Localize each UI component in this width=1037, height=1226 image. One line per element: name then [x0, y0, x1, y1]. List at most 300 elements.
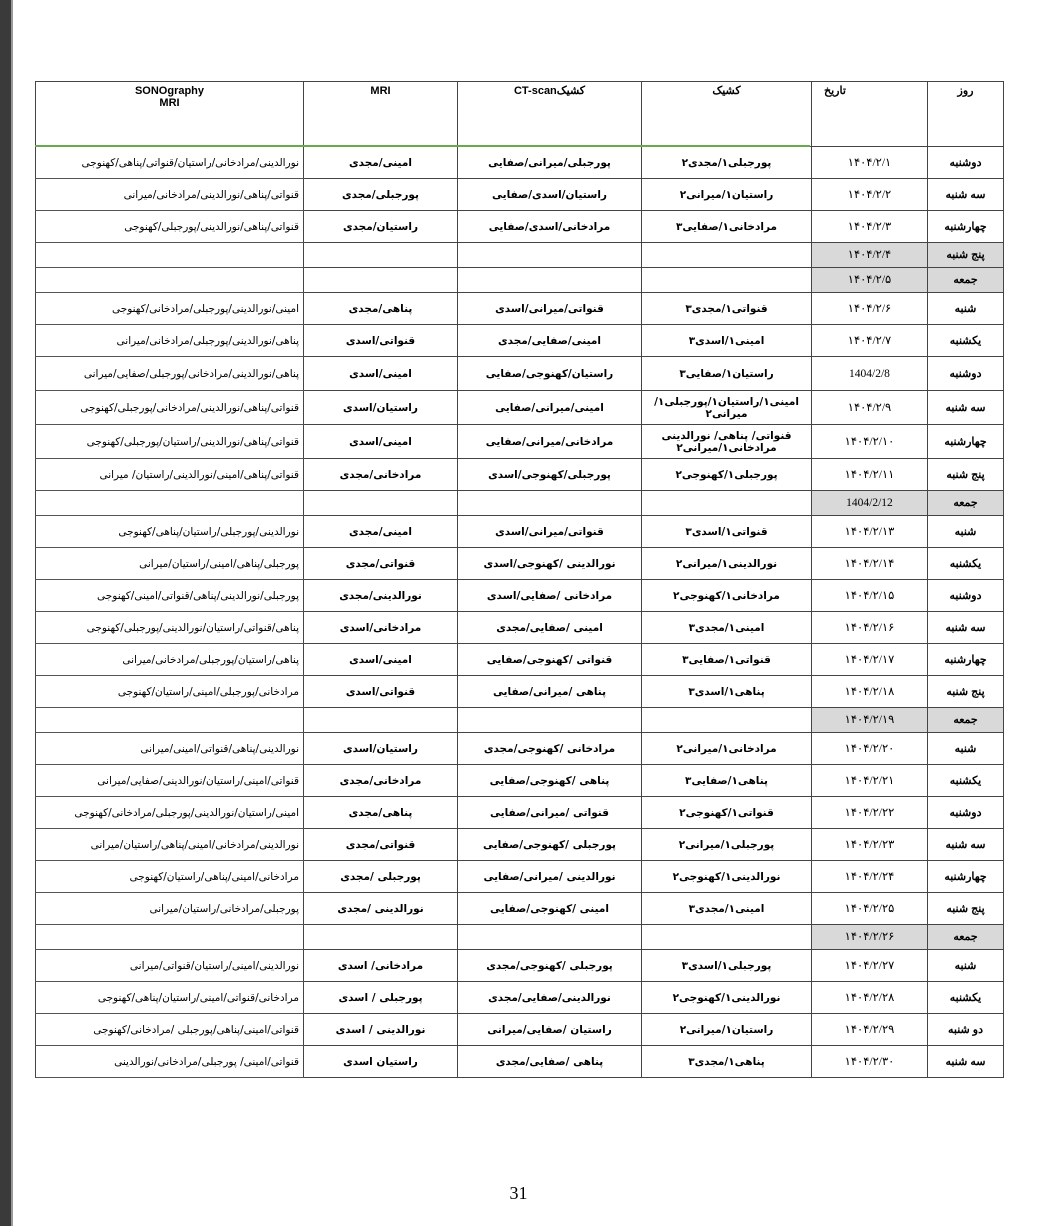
mri-cell	[304, 982, 458, 1014]
day-cell	[928, 325, 1004, 357]
left-edge-bar	[0, 0, 11, 1226]
ct-cell	[458, 950, 642, 982]
sono-cell	[36, 1014, 304, 1046]
ct-cell	[458, 733, 642, 765]
sono-cell-text: قنواتی/پناهی/نورالدینی/مرادخانی/پورجبلی/کهنوجی	[80, 401, 299, 414]
sono-cell	[36, 268, 304, 293]
ct-cell	[458, 829, 642, 861]
date-cell	[812, 676, 928, 708]
date-cell-text: ۱۴۰۴/۲/۲۵	[844, 902, 895, 915]
day-cell	[928, 1014, 1004, 1046]
kashik-cell-text: مرادخانی۱/کهنوجی۲	[673, 589, 780, 602]
date-cell-text: ۱۴۰۴/۲/۱۰	[844, 435, 895, 448]
ct-cell	[458, 459, 642, 491]
mri-cell-text: مرادخانی/ اسدی	[337, 959, 424, 972]
day-cell-text: سه شنبه	[945, 401, 986, 414]
ct-cell-text: امینی /کهنوجی/صفایی	[490, 902, 609, 915]
kashik-cell	[642, 243, 812, 268]
mri-cell-text: نورالدینی / اسدی	[335, 1023, 426, 1036]
mri-cell	[304, 325, 458, 357]
sono-cell-text: امینی/راستیان/نورالدینی/پورجبلی/مرادخانی/کهنوجی	[74, 806, 299, 819]
schedule-row	[36, 893, 1004, 925]
date-cell-text: ۱۴۰۴/۲/۲۱	[844, 774, 895, 787]
sono-cell	[36, 548, 304, 580]
header-mri: MRI	[304, 82, 458, 147]
sono-cell-text: پورجبلی/مرادخانی/راستیان/میرانی	[149, 902, 299, 915]
date-cell	[812, 491, 928, 516]
date-cell	[812, 147, 928, 179]
holiday-row	[36, 243, 1004, 268]
day-cell	[928, 612, 1004, 644]
date-cell	[812, 211, 928, 243]
date-cell	[812, 733, 928, 765]
sono-cell-text: پناهی/نورالدینی/مرادخانی/پورجبلی/صفایی/میرانی	[83, 367, 299, 380]
kashik-cell-text: امینی۱/مجدی۳	[688, 621, 765, 634]
date-cell	[812, 268, 928, 293]
mri-cell	[304, 211, 458, 243]
mri-cell	[304, 391, 458, 425]
mri-cell-text: نورالدینی /مجدی	[337, 902, 424, 915]
date-cell	[812, 459, 928, 491]
mri-cell	[304, 243, 458, 268]
sono-cell-text: نورالدینی/پناهی/قنواتی/امینی/میرانی	[140, 742, 299, 755]
day-cell	[928, 293, 1004, 325]
mri-cell	[304, 797, 458, 829]
kashik-cell	[642, 179, 812, 211]
mri-cell	[304, 459, 458, 491]
schedule-row	[36, 1014, 1004, 1046]
sono-cell-text: قنواتی/پناهی/نورالدینی/راستیان/پورجبلی/کهنوجی	[86, 435, 299, 448]
kashik-cell-text: پورجبلی۱/اسدی۳	[681, 959, 772, 972]
schedule-row	[36, 516, 1004, 548]
day-cell-text: سه شنبه	[945, 1055, 986, 1068]
kashik-cell	[642, 391, 812, 425]
schedule-row	[36, 797, 1004, 829]
sono-cell-text: قنواتی/پناهی/نورالدینی/پورجبلی/کهنوجی	[124, 220, 299, 233]
sono-cell-text: قنواتی/پناهی/امینی/نورالدینی/راستیان/ میرانی	[99, 468, 299, 481]
kashik-cell	[642, 1014, 812, 1046]
kashik-cell	[642, 516, 812, 548]
header-ct: CT-scanکشیک	[458, 82, 642, 147]
date-cell-text: ۱۴۰۴/۲/۲۷	[844, 959, 895, 972]
sono-cell-text: مرادخانی/پورجبلی/امینی/راستیان/کهنوجی	[117, 685, 299, 698]
day-cell-text: یکشنبه	[949, 774, 982, 787]
mri-cell	[304, 293, 458, 325]
day-cell-text: جمعه	[953, 497, 978, 509]
kashik-cell	[642, 612, 812, 644]
day-cell	[928, 797, 1004, 829]
mri-cell-text: امینی/اسدی	[349, 653, 412, 666]
day-cell-text: دو شنبه	[947, 1023, 984, 1036]
sono-cell-text: قنواتی/امینی/ پورجبلی/مرادخانی/نورالدینی	[114, 1055, 299, 1068]
sono-cell	[36, 325, 304, 357]
day-cell	[928, 147, 1004, 179]
mri-cell	[304, 950, 458, 982]
schedule-row	[36, 325, 1004, 357]
date-cell	[812, 325, 928, 357]
schedule-row	[36, 950, 1004, 982]
schedule-row	[36, 179, 1004, 211]
day-cell	[928, 708, 1004, 733]
kashik-cell	[642, 644, 812, 676]
schedule-row	[36, 676, 1004, 708]
kashik-cell-text: قنواتی۱/صفایی۳	[682, 653, 771, 666]
mri-cell	[304, 357, 458, 391]
day-cell	[928, 676, 1004, 708]
kashik-cell	[642, 982, 812, 1014]
ct-cell	[458, 797, 642, 829]
date-cell-text: ۱۴۰۴/۲/۲	[847, 188, 892, 201]
mri-cell	[304, 893, 458, 925]
date-cell	[812, 425, 928, 459]
schedule-row	[36, 425, 1004, 459]
kashik-cell-text: قنواتی/ پناهی/ نورالدینی مرادخانی۱/میرانی۲	[661, 429, 792, 454]
sono-cell	[36, 516, 304, 548]
page-number: 31	[509, 1183, 528, 1203]
date-cell-text: ۱۴۰۴/۲/۳۰	[844, 1055, 895, 1068]
day-cell-text: یکشنبه	[949, 991, 982, 1004]
mri-cell	[304, 179, 458, 211]
schedule-row	[36, 580, 1004, 612]
schedule-row	[36, 459, 1004, 491]
sono-cell-text: نورالدینی/امینی/راستیان/قنواتی/میرانی	[129, 959, 299, 972]
ct-cell-text: امینی/صفایی/مجدی	[498, 334, 601, 347]
kashik-cell-text: پورجبلی۱/مجدی۲	[681, 156, 772, 169]
day-cell-text: سه شنبه	[945, 838, 986, 851]
day-cell-text: پنج شنبه	[946, 249, 985, 261]
date-cell-text: ۱۴۰۴/۲/۱۴	[844, 557, 895, 570]
date-cell-text: ۱۴۰۴/۲/۲۰	[844, 742, 895, 755]
sono-cell	[36, 491, 304, 516]
day-cell	[928, 548, 1004, 580]
mri-cell-text: امینی/مجدی	[349, 156, 412, 169]
ct-cell-text: پناهی /کهنوجی/صفایی	[489, 774, 610, 787]
ct-cell	[458, 179, 642, 211]
header-sono: SONOgraphy MRI	[36, 82, 304, 147]
date-cell-text: ۱۴۰۴/۲/۱۷	[844, 653, 895, 666]
sono-cell	[36, 211, 304, 243]
schedule-table	[35, 81, 1004, 1078]
day-cell	[928, 644, 1004, 676]
mri-cell-text: راستیان اسدی	[343, 1055, 418, 1068]
kashik-cell-text: پناهی۱/مجدی۳	[688, 1055, 765, 1068]
day-cell	[928, 861, 1004, 893]
sono-cell	[36, 676, 304, 708]
holiday-row	[36, 925, 1004, 950]
date-cell-text: ۱۴۰۴/۲/۵	[847, 274, 892, 286]
sono-cell	[36, 147, 304, 179]
holiday-row	[36, 268, 1004, 293]
date-cell	[812, 950, 928, 982]
sono-cell-text: امینی/نورالدینی/پورجبلی/مرادخانی/کهنوجی	[111, 302, 299, 315]
sono-cell-text: مرادخانی/قنواتی/امینی/راستیان/پناهی/کهنوجی	[97, 991, 299, 1004]
mri-cell	[304, 676, 458, 708]
schedule-row	[36, 147, 1004, 179]
day-cell	[928, 516, 1004, 548]
day-cell-text: یکشنبه	[949, 557, 982, 570]
day-cell	[928, 765, 1004, 797]
day-cell-text: چهارشنبه	[944, 870, 987, 883]
day-cell-text: شنبه	[954, 742, 977, 755]
ct-cell-text: پورجبلی /کهنوجی/مجدی	[486, 959, 613, 972]
mri-cell	[304, 829, 458, 861]
header-date: تاریخ	[812, 82, 928, 147]
date-cell-text: ۱۴۰۴/۲/۱۱	[844, 468, 895, 481]
kashik-cell	[642, 459, 812, 491]
ct-cell	[458, 548, 642, 580]
date-cell	[812, 765, 928, 797]
sono-cell	[36, 425, 304, 459]
date-cell	[812, 580, 928, 612]
date-cell	[812, 391, 928, 425]
kashik-cell-text: مرادخانی۱/میرانی۲	[676, 742, 777, 755]
day-cell	[928, 925, 1004, 950]
kashik-cell-text: قنواتی۱/اسدی۳	[685, 525, 768, 538]
ct-cell-text: نورالدینی/صفایی/مجدی	[488, 991, 611, 1004]
day-cell	[928, 179, 1004, 211]
kashik-cell-text: امینی۱/راستیان۱/پورجبلی۱/میرانی۲	[654, 395, 799, 420]
sono-cell	[36, 293, 304, 325]
kashik-cell	[642, 580, 812, 612]
kashik-cell-text: نورالدینی۱/میرانی۲	[675, 557, 778, 570]
ct-cell-text: پورجبلی/کهنوجی/اسدی	[488, 468, 611, 481]
mri-cell	[304, 580, 458, 612]
date-cell-text: ۱۴۰۴/۲/۱۶	[844, 621, 895, 634]
ct-cell-text: نورالدینی /میرانی/صفایی	[483, 870, 616, 883]
date-cell	[812, 1014, 928, 1046]
date-cell-text: ۱۴۰۴/۲/۷	[847, 334, 892, 347]
ct-cell	[458, 425, 642, 459]
day-cell	[928, 391, 1004, 425]
ct-cell	[458, 516, 642, 548]
mri-cell-text: قنواتی/مجدی	[345, 838, 416, 851]
sono-cell	[36, 1046, 304, 1078]
kashik-cell	[642, 211, 812, 243]
mri-cell-text: پناهی/مجدی	[348, 302, 413, 315]
ct-cell-text: قنواتی /میرانی/صفایی	[490, 806, 609, 819]
date-cell-text: ۱۴۰۴/۲/۹	[847, 401, 892, 414]
sono-cell	[36, 357, 304, 391]
kashik-cell	[642, 268, 812, 293]
day-cell-text: جمعه	[953, 714, 978, 726]
kashik-cell-text: راستیان۱/میرانی۲	[679, 188, 774, 201]
date-cell	[812, 243, 928, 268]
sono-cell-text: نورالدینی/مرادخانی/راستیان/قنواتی/پناهی/کهنوجی	[81, 156, 299, 169]
ct-cell-text: راستیان /صفایی/میرانی	[487, 1023, 612, 1036]
sono-cell	[36, 893, 304, 925]
holiday-row	[36, 708, 1004, 733]
sono-cell	[36, 797, 304, 829]
schedule-row	[36, 612, 1004, 644]
ct-cell	[458, 861, 642, 893]
mri-cell	[304, 425, 458, 459]
ct-cell	[458, 580, 642, 612]
day-cell-text: پنج شنبه	[946, 685, 985, 698]
mri-cell	[304, 925, 458, 950]
mri-cell-text: راستیان/اسدی	[343, 742, 418, 755]
sono-cell	[36, 391, 304, 425]
schedule-row	[36, 293, 1004, 325]
day-cell	[928, 829, 1004, 861]
kashik-cell	[642, 950, 812, 982]
day-cell-text: چهارشنبه	[944, 435, 987, 448]
mri-cell-text: مرادخانی/مجدی	[339, 774, 422, 787]
ct-cell	[458, 708, 642, 733]
ct-cell-text: پورجبلی /کهنوجی/صفایی	[483, 838, 616, 851]
date-cell-text: 1404/2/8	[849, 367, 890, 380]
date-cell	[812, 893, 928, 925]
mri-cell-text: امینی/اسدی	[349, 435, 412, 448]
ct-cell-text: امینی/میرانی/صفایی	[495, 401, 604, 414]
date-cell	[812, 829, 928, 861]
kashik-cell-text: پورجبلی۱/کهنوجی۲	[675, 468, 778, 481]
ct-cell	[458, 676, 642, 708]
schedule-row	[36, 733, 1004, 765]
mri-cell-text: پورجبلی /مجدی	[340, 870, 421, 883]
ct-cell	[458, 268, 642, 293]
day-cell-text: جمعه	[953, 274, 978, 286]
ct-cell-text: پناهی /میرانی/صفایی	[492, 685, 607, 698]
mri-cell-text: پورجبلی / اسدی	[338, 991, 423, 1004]
date-cell-text: ۱۴۰۴/۲/۴	[847, 249, 892, 261]
kashik-cell-text: راستیان۱/صفایی۳	[679, 367, 774, 380]
day-cell	[928, 982, 1004, 1014]
date-cell-text: ۱۴۰۴/۲/۲۶	[844, 931, 895, 943]
day-cell	[928, 950, 1004, 982]
mri-cell	[304, 765, 458, 797]
ct-cell	[458, 982, 642, 1014]
mri-cell-text: پورجبلی/مجدی	[342, 188, 419, 201]
date-cell	[812, 925, 928, 950]
day-cell	[928, 580, 1004, 612]
schedule-row	[36, 644, 1004, 676]
date-cell	[812, 861, 928, 893]
ct-cell	[458, 765, 642, 797]
kashik-cell	[642, 1046, 812, 1078]
mri-cell	[304, 708, 458, 733]
sono-cell-text: قنواتی/پناهی/نورالدینی/مرادخانی/میرانی	[123, 188, 299, 201]
kashik-cell	[642, 548, 812, 580]
header-day: روز	[928, 82, 1004, 147]
mri-cell	[304, 548, 458, 580]
day-cell-text: شنبه	[954, 302, 977, 315]
mri-cell	[304, 612, 458, 644]
ct-cell	[458, 211, 642, 243]
kashik-cell-text: امینی۱/اسدی۳	[688, 334, 765, 347]
ct-cell	[458, 644, 642, 676]
mri-cell-text: مرادخانی/اسدی	[339, 621, 422, 634]
schedule-row	[36, 861, 1004, 893]
sono-cell-text: پناهی/نورالدینی/پورجبلی/مرادخانی/میرانی	[116, 334, 299, 347]
sono-cell-text: پورجبلی/نورالدینی/پناهی/قنواتی/امینی/کهنوجی	[97, 589, 299, 602]
schedule-row	[36, 1046, 1004, 1078]
date-cell	[812, 708, 928, 733]
ct-cell-text: مرادخانی /کهنوجی/مجدی	[483, 742, 616, 755]
kashik-cell	[642, 676, 812, 708]
ct-cell	[458, 1014, 642, 1046]
kashik-cell-text: پناهی۱/صفایی۳	[685, 774, 768, 787]
mri-cell-text: امینی/مجدی	[349, 525, 412, 538]
ct-cell	[458, 391, 642, 425]
ct-cell-text: قنواتی /کهنوجی/صفایی	[486, 653, 613, 666]
date-cell	[812, 357, 928, 391]
mri-cell-text: نورالدینی/مجدی	[339, 589, 422, 602]
sono-cell	[36, 708, 304, 733]
day-cell	[928, 357, 1004, 391]
header-kashik: کشیک	[642, 82, 812, 147]
day-cell	[928, 459, 1004, 491]
mri-cell-text: قنواتی/اسدی	[345, 685, 416, 698]
green-top-rule	[35, 145, 810, 147]
ct-cell-text: راستیان/اسدی/صفایی	[492, 188, 607, 201]
kashik-cell-text: مرادخانی۱/صفایی۳	[676, 220, 777, 233]
left-edge-line	[11, 0, 13, 1226]
sono-cell-text: نورالدینی/پورجبلی/راستیان/پناهی/کهنوجی	[118, 525, 299, 538]
sono-cell-text: قنواتی/امینی/پناهی/پورجبلی /مرادخانی/کهنوجی	[93, 1023, 299, 1036]
date-cell-text: ۱۴۰۴/۲/۱۵	[844, 589, 895, 602]
sono-cell-text: نورالدینی/مرادخانی/امینی/پناهی/راستیان/میرانی	[90, 838, 299, 851]
sono-cell	[36, 733, 304, 765]
kashik-cell-text: امینی۱/مجدی۳	[688, 902, 765, 915]
sono-cell	[36, 243, 304, 268]
kashik-cell	[642, 325, 812, 357]
day-cell-text: پنج شنبه	[946, 902, 985, 915]
mri-cell-text: راستیان/مجدی	[342, 220, 419, 233]
mri-cell	[304, 516, 458, 548]
date-cell-text: ۱۴۰۴/۲/۱۸	[844, 685, 895, 698]
kashik-cell	[642, 829, 812, 861]
sono-cell	[36, 644, 304, 676]
day-cell-text: دوشنبه	[949, 806, 982, 819]
day-cell-text: پنج شنبه	[946, 468, 985, 481]
mri-cell-text: قنواتی/اسدی	[345, 334, 416, 347]
mri-cell-text: پناهی/مجدی	[348, 806, 413, 819]
date-cell	[812, 797, 928, 829]
sono-cell	[36, 612, 304, 644]
kashik-cell	[642, 925, 812, 950]
date-cell-text: ۱۴۰۴/۲/۲۳	[844, 838, 895, 851]
mri-cell	[304, 1046, 458, 1078]
sono-cell	[36, 765, 304, 797]
kashik-cell	[642, 765, 812, 797]
ct-cell-text: پورجبلی/میرانی/صفایی	[488, 156, 611, 169]
kashik-cell	[642, 357, 812, 391]
mri-cell	[304, 1014, 458, 1046]
header-row	[36, 82, 1004, 147]
kashik-cell-text: قنواتی۱/مجدی۳	[685, 302, 768, 315]
day-cell	[928, 243, 1004, 268]
ct-cell-text: مرادخانی/اسدی/صفایی	[488, 220, 611, 233]
date-cell-text: ۱۴۰۴/۲/۳	[847, 220, 892, 233]
ct-cell	[458, 491, 642, 516]
mri-cell-text: راستیان/اسدی	[343, 401, 418, 414]
date-cell-text: ۱۴۰۴/۲/۱۳	[844, 525, 895, 538]
ct-cell	[458, 147, 642, 179]
ct-cell-text: قنواتی/میرانی/اسدی	[495, 302, 604, 315]
ct-cell-text: پناهی /صفایی/مجدی	[495, 1055, 604, 1068]
mri-cell	[304, 491, 458, 516]
ct-cell	[458, 325, 642, 357]
sono-cell	[36, 580, 304, 612]
sono-cell-text: مرادخانی/امینی/پناهی/راستیان/کهنوجی	[129, 870, 299, 883]
mri-cell	[304, 268, 458, 293]
mri-cell	[304, 644, 458, 676]
kashik-cell	[642, 147, 812, 179]
sono-cell-text: قنواتی/امینی/راستیان/نورالدینی/صفایی/میرانی	[97, 774, 299, 787]
date-cell	[812, 516, 928, 548]
kashik-cell-text: نورالدینی۱/کهنوجی۲	[672, 870, 781, 883]
date-cell	[812, 982, 928, 1014]
